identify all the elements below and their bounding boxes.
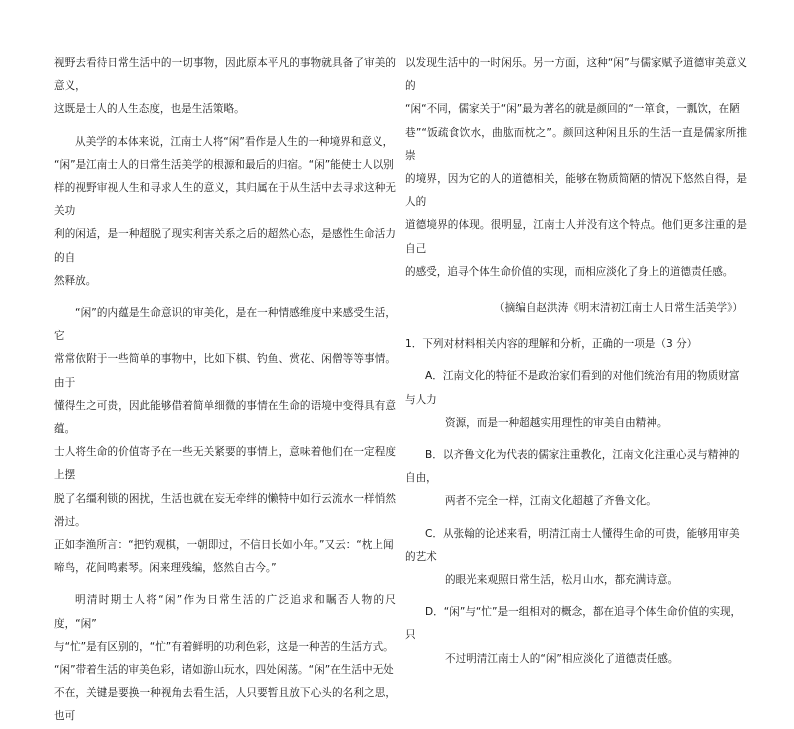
text-line: 的境界，因为它的人的道德相关，能够在物质简陋的情况下悠然自得，是人的 xyxy=(405,173,747,209)
text-line: 这既是士人的人生态度，也是生活策略。 xyxy=(54,103,245,116)
paragraph-leisure xyxy=(405,52,747,284)
option-a[interactable] xyxy=(405,365,747,435)
paragraph-ming-qing xyxy=(54,589,396,728)
text-line: 脱了名缰利锁的困扰，生活也就在妄无牵绊的懒特中如行云流水一样悄然滑过。 xyxy=(54,492,396,528)
right-column xyxy=(405,52,747,671)
text-line: “闲”的内蕴是生命意识的审美化，是在一种情感维度中来感受生活，它 xyxy=(54,307,396,343)
option-text-line: 资源，而是一种超越实用理性的审美自由精神。 xyxy=(445,416,668,429)
paragraph-continued xyxy=(54,52,396,122)
text-line: 的感受，追寻个体生命价值的实现，而相应淡化了身上的道德责任感。 xyxy=(405,265,734,278)
text-line: 利的闲适，是一种超脱了现实利害关系之后的超然心态，是感性生命活力的自 xyxy=(54,228,396,264)
option-label: B． xyxy=(425,449,443,462)
option-label: D． xyxy=(425,606,444,619)
text-line: “闲”是江南士人的日常生活美学的根源和最后的归宿。“闲”能使士人以别 xyxy=(54,158,394,171)
text-line: 从美学的本体来说，江南士人将“闲”看作是人生的一种境界和意义， xyxy=(75,135,394,148)
text-line: 道德境界的体现。很明显，江南士人并没有这个特点。他们更多注重的是自己 xyxy=(405,219,747,255)
text-line: 然释放。 xyxy=(54,274,97,287)
option-text-line: 以齐鲁文化为代表的儒家注重教化，江南文化注重心灵与精神的自由， xyxy=(405,449,740,485)
question-stem: 1．下列对材料相关内容的理解和分析，正确的一项是（3 分） xyxy=(405,338,698,351)
paragraph-connotation xyxy=(54,302,396,580)
option-text-line: 从张翰的论述来看，明清江南士人懂得生命的可贵，能够用审美的艺术 xyxy=(405,527,740,563)
source-citation: （摘编自赵洪涛《明末清初江南士人日常生活美学》） xyxy=(494,302,743,315)
option-text-line: “闲”与“忙”是一组相对的概念，都在追寻个体生命价值的实现，只 xyxy=(405,606,742,642)
text-line: 视野去看待日常生活中的一切事物，因此原本平凡的事物就具备了审美的意义， xyxy=(54,57,396,93)
text-line: 样的视野审视人生和寻求人生的意义，其归属在于从生活中去寻求这种无关功 xyxy=(54,182,396,218)
text-line: “闲”带着生活的审美色彩，诸如游山玩水，四处闲荡。“闲”在生活中无处 xyxy=(54,664,394,677)
option-label: C． xyxy=(425,527,443,540)
text-line: “闲“不同，儒家关于“闲”最为著名的就是颜回的“一箪食，一瓢饮，在陋 xyxy=(405,103,740,116)
text-line: 不在，关键是要换一种视角去看生活，人只要暂且放下心头的名利之思，也可 xyxy=(54,687,396,723)
left-column xyxy=(54,52,396,729)
option-b[interactable] xyxy=(405,444,747,514)
text-line: 士人将生命的价值寄予在一些无关紧要的事情上，意味着他们在一定程度上摆 xyxy=(54,446,396,482)
text-line: 与“忙”是有区别的，“忙”有着鲜明的功利色彩，这是一种苦的生活方式。 xyxy=(54,640,394,653)
paragraph-aesthetics xyxy=(54,131,396,293)
option-text-line: 江南文化的特征不是政治家们看到的对他们统治有用的物质财富与人力 xyxy=(405,370,740,406)
text-line: 常常依附于一些简单的事物中，比如下棋、钓鱼、赏花、闲僧等等事情。由于 xyxy=(54,353,396,389)
option-d[interactable] xyxy=(405,601,747,671)
option-c[interactable] xyxy=(405,523,747,593)
option-label: A． xyxy=(425,370,443,383)
option-text-line: 的眼光来观照日常生活，松月山水，都充满诗意。 xyxy=(445,574,679,587)
option-text-line: 两者不完全一样，江南文化超越了齐鲁文化。 xyxy=(445,495,657,508)
text-line: 正如李渔所言：“把钓观棋，一朝即过，不信日长如小年。”又云：“枕上闻 xyxy=(54,539,394,552)
text-line: 以发现生活中的一时闲乐。另一方面，这种“闲”与儒家赋予道德审美意义的 xyxy=(405,57,747,93)
option-text-line: 不过明清江南士人的“闲”相应淡化了道德责任感。 xyxy=(445,652,679,665)
text-line: 明清时期士人将“闲”作为日常生活的广泛追求和瞩否人物的尺度，“闲” xyxy=(54,594,396,630)
text-line: 巷”“饭疏食饮水，曲肱而枕之”。颜回这种闲且乐的生活一直是儒家所推崇 xyxy=(405,126,747,162)
text-line: 啼鸟，花间鸣素琴。闲来理残编，悠然自古今。” xyxy=(54,562,277,575)
text-line: 懂得生之可贵，因此能够借着简单细微的事情在生命的语境中变得具有意蕴。 xyxy=(54,399,396,436)
